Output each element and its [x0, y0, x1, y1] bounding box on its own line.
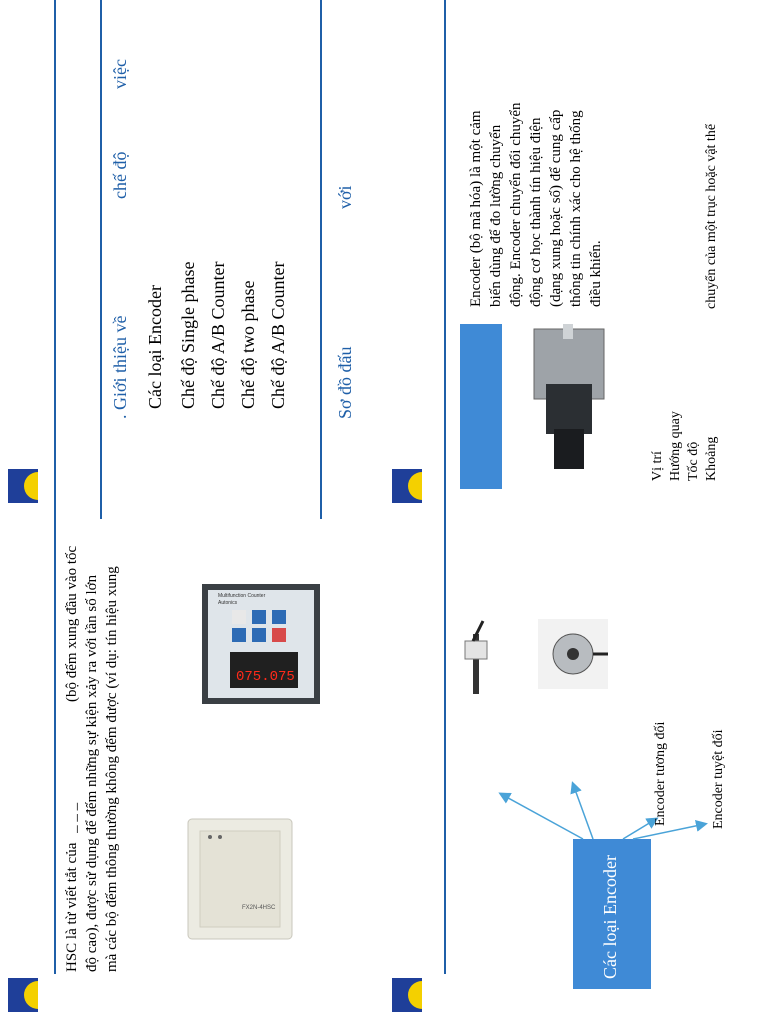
encoder-para-2: biến dùng để đo lường chuyển: [488, 124, 504, 307]
header-rule-2: [100, 0, 102, 519]
header-rule: [54, 0, 56, 519]
intro-item-5: Chế độ A/B Counter: [268, 261, 288, 409]
hsc-line-1-right: (bộ đếm xung đầu vào tốc: [64, 545, 80, 702]
hsc-line-2: độ cao), được sử dụng để đếm những sự kiện xảy ra với tần số lớn: [84, 574, 100, 972]
counter-display: 075.075: [236, 669, 295, 685]
hsc-line-1-dashes: _ _ _: [64, 802, 80, 833]
intro-item-3: Chế độ A/B Counter: [208, 261, 228, 409]
hsc-line-1-text: HSC là từ viết tắt của: [64, 842, 80, 972]
intro-item-2: Chế độ Single phase: [178, 261, 198, 409]
rotary-encoder-image: [538, 619, 608, 689]
counter-brand: Autonics: [218, 600, 238, 606]
linear-encoder-image: [453, 619, 523, 699]
encoder-types-label: Các loại Encoder: [600, 855, 620, 979]
encoder-image: [516, 324, 636, 489]
plc-label: FX2N-4HSC: [242, 905, 276, 911]
plc-module-photo: [180, 809, 300, 949]
intro-footer-left: Sơ đồ đấu: [335, 346, 355, 419]
footer-rule: [320, 0, 322, 519]
logo-graphic: [8, 469, 46, 511]
encoder-para-3: động. Encoder chuyển đổi chuyển: [508, 102, 524, 307]
intro-title-job: việc: [110, 59, 130, 89]
encoder-photo: [516, 324, 636, 489]
encoder-title-box: [460, 324, 502, 489]
encoder-para-6: thông tin chính xác cho hệ thống: [568, 110, 584, 307]
rotary-encoder-photo: [538, 619, 608, 689]
slide-hsc: [0, 519, 388, 1024]
encoder-para-4: động cơ học thành tín hiệu điện: [528, 117, 544, 307]
plc-module-image: [180, 809, 300, 949]
hsc-line-1: [64, 545, 81, 972]
university-logo: [392, 469, 430, 511]
logo-graphic: [8, 978, 46, 1020]
header-rule: [54, 519, 56, 974]
header-rule: [444, 0, 446, 519]
encoder-list-4: Khoảng: [704, 436, 719, 481]
slide-intro: [0, 0, 388, 519]
encoder-list-tail: chuyển của một trục hoặc vật thể: [704, 123, 719, 309]
intro-footer-right: với: [335, 185, 355, 209]
slide-encoder-types: [388, 519, 768, 1024]
university-logo: [8, 978, 46, 1020]
encoder-para-1: Encoder (bộ mã hóa) là một cảm: [468, 110, 484, 307]
counter-model: Multifunction Counter: [218, 593, 266, 599]
counter-device-photo: [178, 552, 351, 724]
encoder-para-5: (dạng xung hoặc số) để cung cấp: [548, 109, 564, 307]
intro-title-mode: chế độ: [110, 151, 130, 199]
logo-graphic: [392, 469, 430, 511]
hsc-line-3: mà các bộ đếm thông thường không đếm được (ví dụ: tín hiệu xung: [104, 566, 120, 972]
encoder-list-3: Tốc độ: [686, 441, 701, 481]
branch-relative-encoder: Encoder tương đối: [653, 721, 668, 826]
intro-item-4: Chế độ two phase: [238, 280, 258, 409]
intro-title: . Giới thiệu về: [110, 315, 130, 419]
branch-absolute-encoder: Encoder tuyệt đối: [711, 729, 726, 829]
encoder-list-2: Hướng quay: [668, 411, 683, 481]
slide-encoder-def: [388, 0, 768, 519]
encoder-para-7: điều khiển.: [588, 240, 604, 307]
encoder-list-1: Vị trí: [650, 451, 665, 481]
intro-item-1: Các loại Encoder: [145, 285, 165, 409]
counter-device-image: [178, 552, 351, 724]
linear-encoder-photo: [453, 619, 523, 699]
university-logo: [8, 469, 46, 511]
